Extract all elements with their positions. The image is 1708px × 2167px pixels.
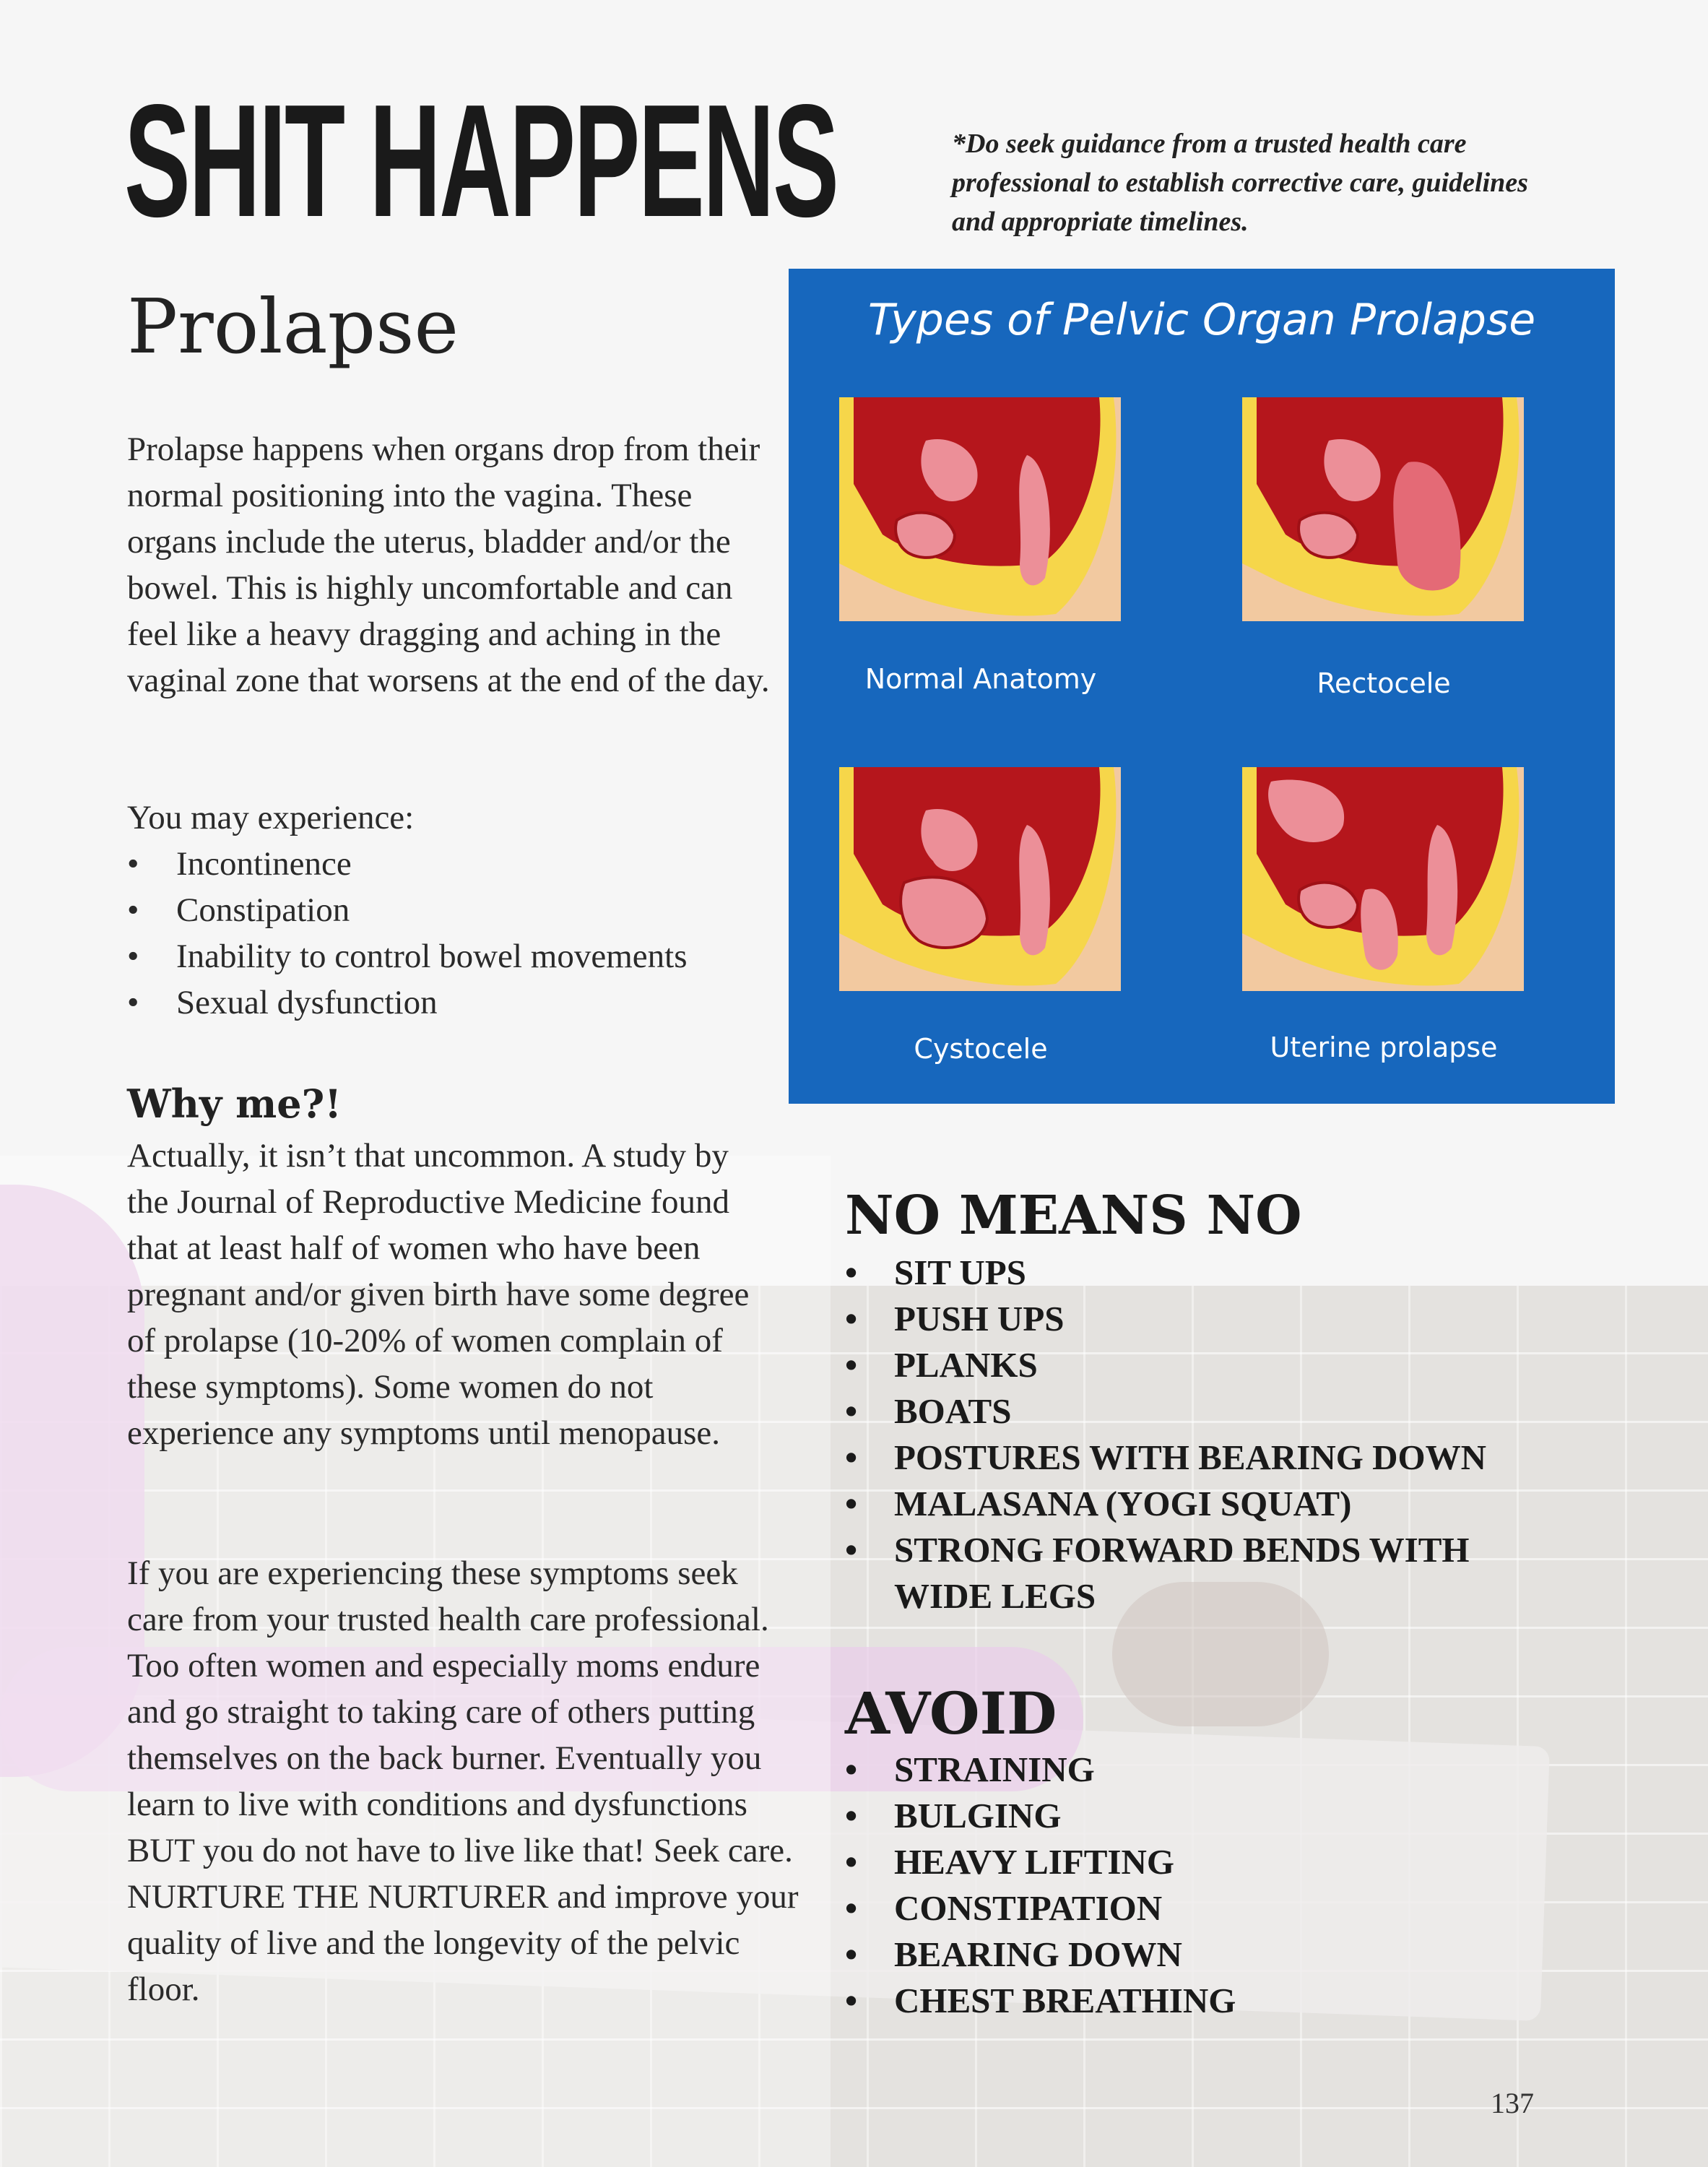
why-paragraph (127, 1133, 777, 1456)
list-item: • BULGING (845, 1793, 1567, 1839)
list-item: • PLANKS (845, 1342, 1567, 1388)
page-title: SHIT HAPPENS (124, 72, 838, 251)
list-item: • Sexual dysfunction (127, 979, 820, 1026)
caption-uterine-prolapse: Uterine prolapse (1270, 1031, 1498, 1063)
list-item: • Incontinence (127, 841, 820, 887)
no-means-no-heading: NO MEANS NO (845, 1185, 1302, 1247)
list-item: • STRAINING (845, 1747, 1567, 1793)
list-item: • SIT UPS (845, 1250, 1567, 1296)
normal-anatomy-illustration (839, 397, 1121, 621)
list-item: • BEARING DOWN (845, 1932, 1567, 1978)
rectocele-illustration (1242, 397, 1524, 621)
intro-paragraph (127, 426, 777, 704)
symptoms-list (127, 841, 820, 1026)
list-item: • Constipation (127, 887, 820, 933)
uterine-prolapse-illustration (1242, 767, 1524, 991)
caption-cystocele: Cystocele (914, 1033, 1048, 1065)
caption-rectocele: Rectocele (1317, 667, 1451, 699)
avoid-heading: AVOID (845, 1679, 1057, 1747)
prolapse-figure (789, 269, 1615, 1104)
symptoms-block (127, 795, 820, 1026)
list-item: • MALASANA (YOGI SQUAT) (845, 1481, 1567, 1527)
avoid-list (845, 1747, 1567, 2024)
why-heading: Why me?! (127, 1081, 342, 1127)
list-item: • HEAVY LIFTING (845, 1839, 1567, 1885)
list-item: • PUSH UPS (845, 1296, 1567, 1342)
symptoms-lead: You may experience: (127, 799, 415, 836)
no-means-no-list (845, 1250, 1567, 1619)
list-item: • STRONG FORWARD BENDS WITH WIDE LEGS (845, 1527, 1472, 1619)
figure-title: Types of Pelvic Organ Prolapse (867, 295, 1536, 345)
care-text: If you are experiencing these symptoms seek care from your trusted health care professional. Too often women and especially moms endure and go straight to taking care of others putting themselves on the back burner. Eventually you learn to live with conditions and dysfunctions BUT you do not have to live like that! Seek care. NURTURE THE NURTURER and improve your quality of live and the longevity of the pelvic floor. (127, 1554, 799, 2008)
intro-text: Prolapse happens when organs drop from their normal positioning into the vagina. These organs include the uterus, bladder and/or the bowel. This is highly uncomfortable and can feel like a heavy dragging and aching in the vaginal zone that worsens at the end of the day. (127, 431, 770, 699)
list-item: • Inability to control bowel movements (127, 933, 820, 979)
care-paragraph (127, 1550, 799, 2012)
list-item: • BOATS (845, 1388, 1567, 1435)
list-item: • POSTURES WITH BEARING DOWN (845, 1435, 1567, 1481)
disclaimer-note: *Do seek guidance from a trusted health care professional to establish corrective care, guidelines and appropriate timelines. (952, 129, 1528, 237)
page-number: 137 (1491, 2087, 1534, 2119)
cystocele-illustration (839, 767, 1121, 991)
caption-normal-anatomy: Normal Anatomy (864, 663, 1097, 695)
section-title: Prolapse (127, 282, 459, 371)
why-text: Actually, it isn’t that uncommon. A study by the Journal of Reproductive Medicine found that at least half of women who have been pregnant and/or given birth have some degree of prolapse (10-20% of women complain of these symptoms). Some women do not experience any symptoms until menopause. (127, 1137, 750, 1452)
list-item: • CONSTIPATION (845, 1885, 1567, 1932)
list-item: • CHEST BREATHING (845, 1978, 1567, 2024)
